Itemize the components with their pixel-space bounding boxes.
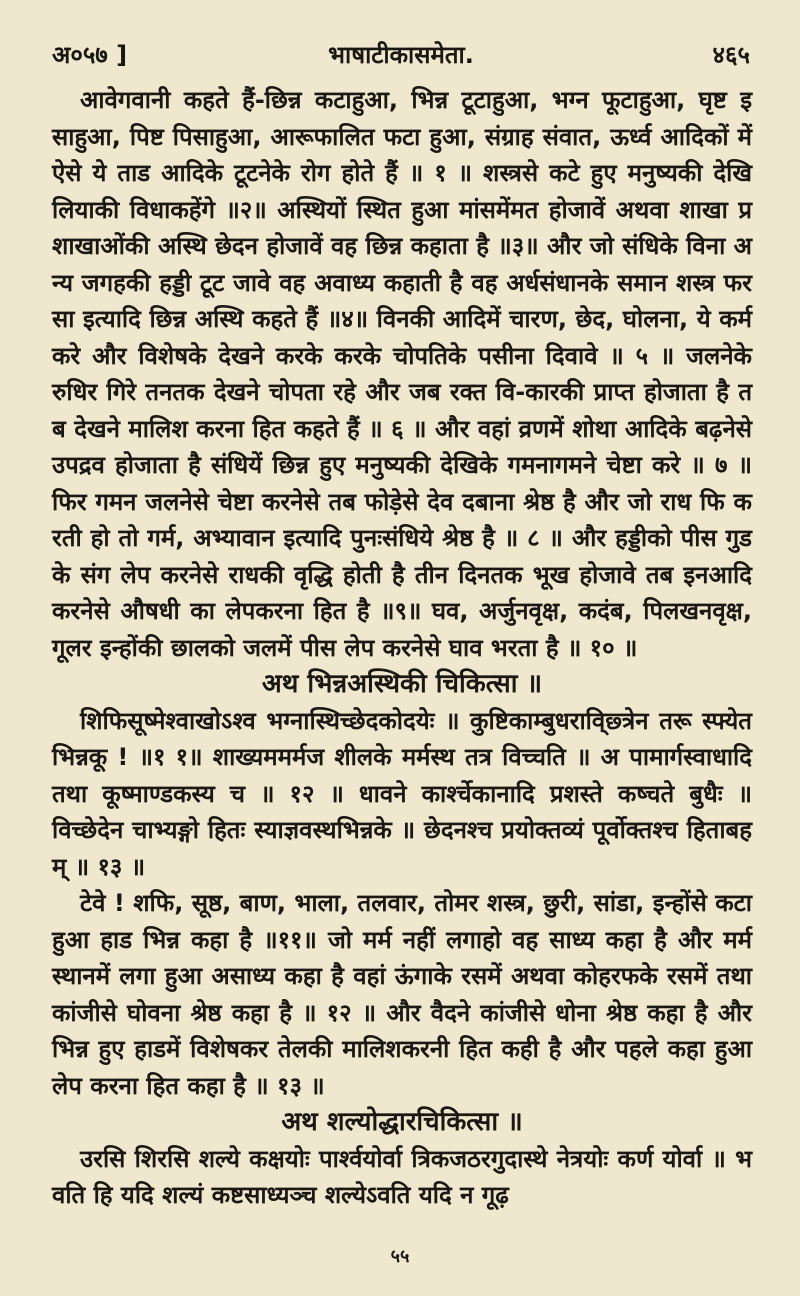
chapter-reference: अ०५७ ] — [52, 41, 128, 69]
running-header — [52, 38, 750, 68]
signature-mark: ५५ — [390, 1246, 410, 1267]
page-number: ४६५ — [712, 41, 750, 69]
section-heading: अथ शल्योद्धारचिकित्सा ॥ — [281, 1107, 523, 1137]
section-heading: अथ भिन्नअस्थिकी चिकित्सा ॥ — [261, 669, 543, 699]
running-title: भाषाटीकासमेता. — [328, 41, 474, 69]
body-text — [52, 82, 752, 1214]
verse-block: शिफिसूष्मेश्वाखोऽश्व भग्नास्थिच्छेदकोदयेः ॥ कुष्टिकाम्बुधरावि्छ्त्रेन तरू स्फ्येत भिन्नकू ! ॥१ १॥ शाख्यममर्मज शीलके मर्मस्थ तत्र विच्चति ॥ अ पामार्गस्वाधादि तथा कूष्माण्डकस्य च ॥ १२ ॥ धावने कार्श्चेकानादि प्रशस्ते कष्चते बुधैः ॥ विच्छेदेन चाभ्यङ्गो हितः स्याज्ञवस्थभिन्नके ॥ छेदनश्च प्रयोक्तव्यं पूर्वोक्तश्च हिताबहम् ॥ १३ ॥ — [52, 706, 752, 881]
verse-block: उरसि शिरसि शल्ये कक्षयोः पार्श्वयोर्वा त्रिकजठरगुदास्थे नेत्रयोः कर्ण योर्वा ॥ भवति हि यदि शल्यं कष्टसाध्यञ्च शल्येऽवति यदि न गूढ़ — [52, 1144, 752, 1209]
paragraph: टेवे ! शफि, सूष्ठ, बाण, भाला, तलवार, तोमर शस्त्र, छुरी, सांडा, इन्होंसे कटा हुआ हाड भिन्न कहा है ॥११॥ जो मर्म नहीं लगाहो वह साध्य कहा है और मर्मस्थानमें लगा हुआ असाध्य कहा है वहां ऊंगाके रसमें अथवा कोहरफके रसमें तथा कांजीसे घोवना श्रेष्ठ कहा है ॥ १२ ॥ और वैदने कांजीसे धोना श्रेष्ठ कहा है और भिन्न हुए हाडमें विशेषकर तेलकी मालिशकरनी हित कही है और पहले कहा हुआ लेप करना हित कहा है ॥ १३ ॥ — [52, 889, 752, 1100]
paragraph: आवेगवानी कहते हैं-छिन्न कटाहुआ, भिन्न टूटाहुआ, भग्न फूटाहुआ, घृष्ट इसाहुआ, पिष्ट पिसाहुआ, आरूफालित फटा हुआ, संग्राह संवात, ऊर्ध्व आदिकों में ऐसे ये ताड आदिके टूटनेके रोग होते हैं ॥ १ ॥ शस्त्रसे कटे हुए मनुष्यकी देखि लियाकी विधाकहेंगे ॥२॥ अस्थियों स्थित हुआ मांसमेंमत होजावें अथवा शाखा प्रशाखाओंकी अस्थि छेदन होजावें वह छिन्न कहाता है ॥३॥ और जो संधिके विना अन्य जगहकी हड्डी टूट जावे वह अवाध्य कहाती है वह अर्धसंधानके समान शस्त्र फरसा इत्यादि छिन्न अस्थि कहते हैं ॥४॥ विनकी आदिमें चारण, छेद, घोलना, ये कर्म करे और विशेषके देखने करके करके चोपतिके पसीना दिवावे ॥ ५ ॥ जलनेके रुधिर गिरे तनतक देखने चोपता रहे और जब रक्त वि-कारकी प्राप्त होजाता है तब देखने मालिश करना हित कहते हैं ॥ ६ ॥ और वहां व्रणमें शोथा आदिके बढ़नेसे उपद्रव होजाता है संधियें छिन्न हुए मनुष्यकी देखिके गमनागमने चेष्टा करे ॥ ७ ॥ फिर गमन जलनेसे चेष्टा करनेसे तब फोड़ेसे देव दबाना श्रेष्ठ है और जो राध फि करती हो तो गर्म, अभ्यावान इत्यादि पुनःसंधिये श्रेष्ठ है ॥ ८ ॥ और हड्डीको पीस गुडके संग लेप करनेसे राधकी वृद्धि होती है तीन दिनतक भूख होजावे तब इनआदि करनेसे औषधी का लेपकरना हित है ॥९॥ घव, अर्जुनवृक्ष, कदंब, पिलखनवृक्ष, गूलर इन्होंकी छालको जलमें पीस लेप करनेसे घाव भरता है ॥ १० ॥ — [52, 86, 752, 662]
